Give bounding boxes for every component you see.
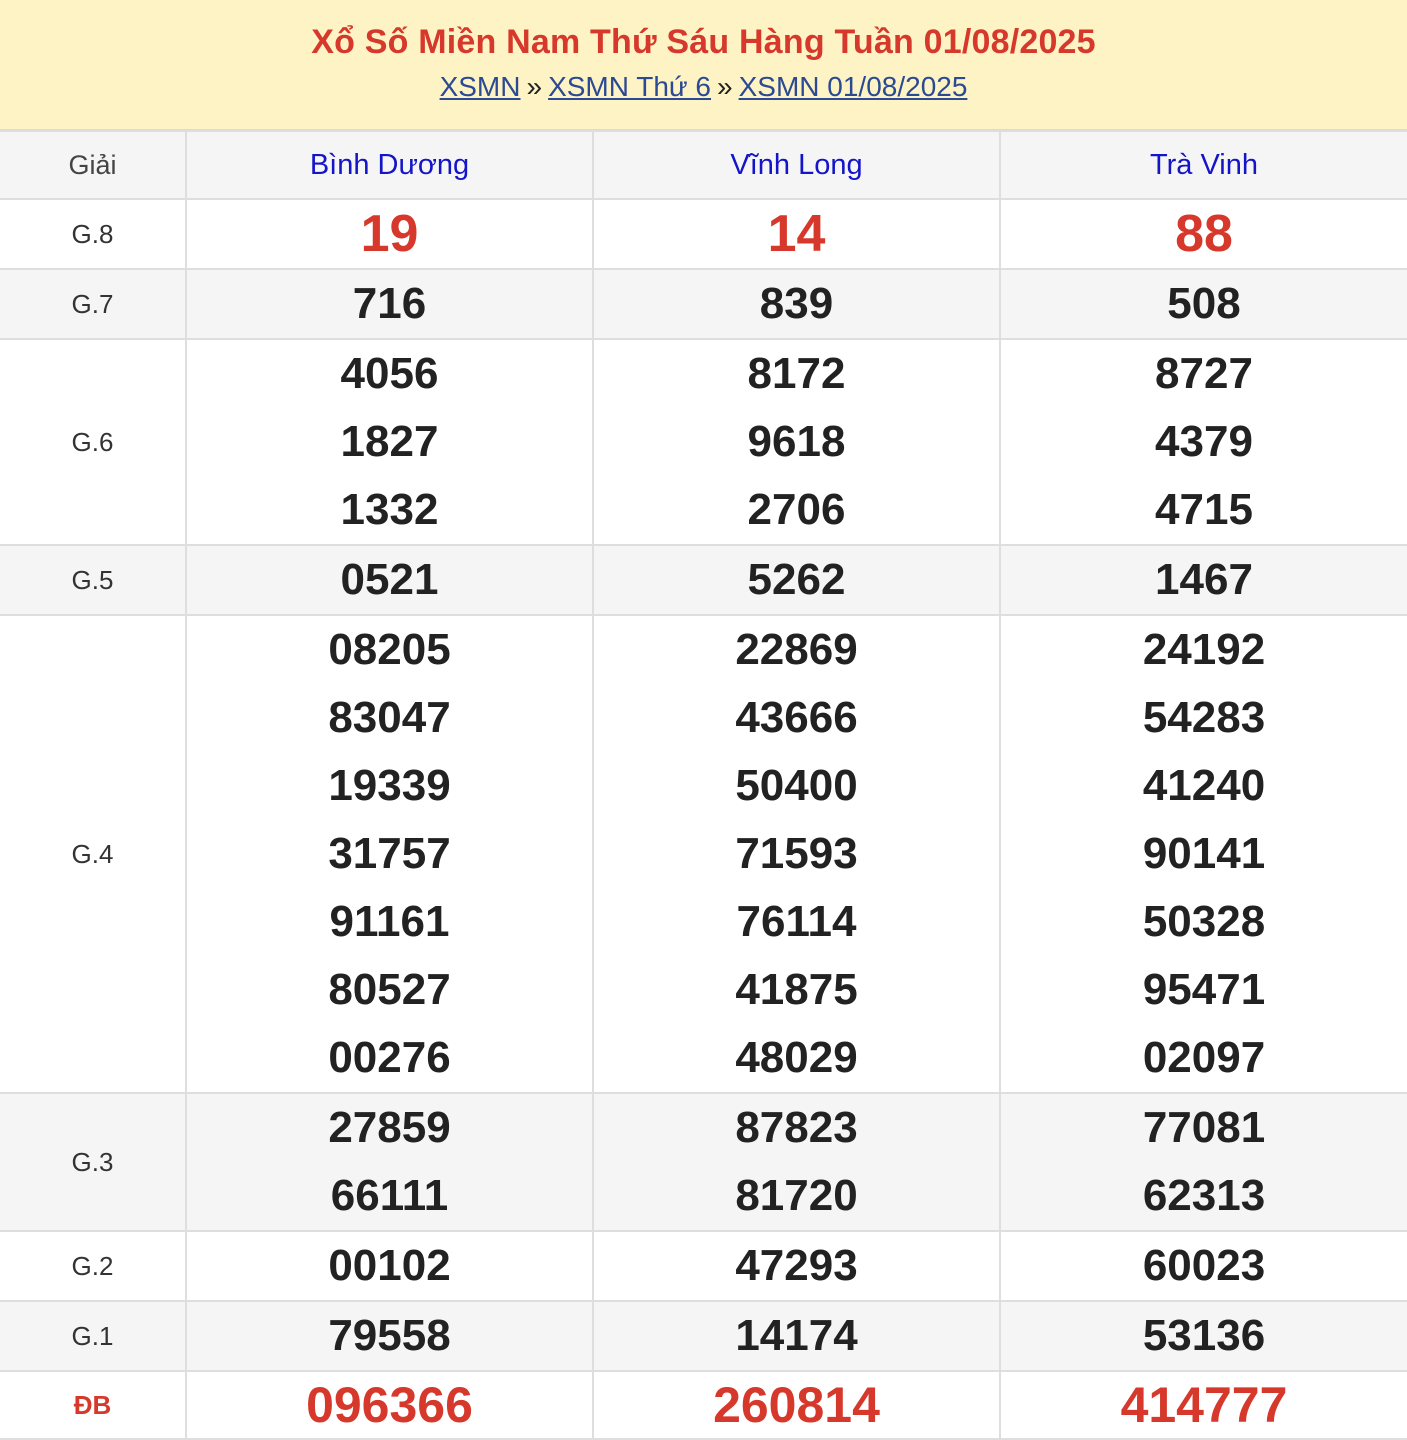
prize-column-header: Giải: [0, 131, 186, 199]
result-cell-tra-vinh: [1000, 1231, 1407, 1301]
winning-number: 81720: [735, 1171, 858, 1220]
winning-number: 83047: [328, 693, 451, 742]
table-header-row: [0, 131, 1407, 199]
prize-row: [0, 1301, 1407, 1371]
winning-number: 91161: [329, 897, 450, 946]
result-cell-vinh-long: [593, 339, 1000, 545]
prize-row: [0, 615, 1407, 1093]
result-cell-vinh-long: [593, 269, 1000, 339]
result-cell-binh-duong: [186, 615, 593, 1093]
result-cell-tra-vinh: [1000, 1371, 1407, 1439]
result-cell-vinh-long: [593, 545, 1000, 615]
result-cell-binh-duong: [186, 1231, 593, 1301]
prize-label: G.1: [0, 1301, 186, 1371]
prize-label: ĐB: [0, 1371, 186, 1439]
winning-number: 1332: [340, 485, 439, 534]
results-body: [0, 199, 1407, 1439]
winning-number: 47293: [735, 1241, 858, 1290]
page-title: Xổ Số Miền Nam Thứ Sáu Hàng Tuần 01/08/2025: [311, 23, 1096, 61]
result-cell-vinh-long: [593, 615, 1000, 1093]
winning-number: 19339: [328, 761, 451, 810]
winning-number: 9618: [747, 417, 846, 466]
result-cell-binh-duong: [186, 269, 593, 339]
winning-number: 88: [1175, 205, 1233, 263]
winning-number: 1467: [1155, 555, 1253, 604]
winning-number: 71593: [735, 829, 858, 878]
winning-number: 41240: [1142, 761, 1266, 810]
winning-number: 00276: [328, 1033, 451, 1082]
winning-number: 5262: [747, 555, 846, 604]
result-cell-tra-vinh: [1000, 545, 1407, 615]
prize-row: [0, 199, 1407, 269]
winning-number: 8172: [747, 349, 846, 398]
winning-number: 508: [1167, 279, 1241, 328]
prize-label: G.8: [0, 199, 186, 269]
breadcrumb-link-xsmn-date[interactable]: XSMN 01/08/2025: [738, 71, 968, 102]
prize-label: G.5: [0, 545, 186, 615]
result-cell-vinh-long: [593, 1301, 1000, 1371]
winning-number: 0521: [340, 555, 439, 604]
prize-row: [0, 269, 1407, 339]
prize-row: [0, 1231, 1407, 1301]
winning-number: 48029: [735, 1033, 858, 1082]
result-cell-tra-vinh: [1000, 615, 1407, 1093]
winning-number: 43666: [735, 693, 858, 742]
winning-number: 79558: [328, 1311, 451, 1360]
winning-number: 50400: [735, 761, 858, 810]
winning-number: 414777: [1120, 1377, 1288, 1433]
winning-number: 4379: [1155, 417, 1253, 466]
winning-number: 2706: [747, 485, 846, 534]
breadcrumb-separator: »: [526, 71, 543, 102]
winning-number: 14174: [735, 1311, 858, 1360]
result-cell-tra-vinh: [1000, 269, 1407, 339]
province-header-binh-duong: Bình Dương: [186, 131, 593, 199]
winning-number: 66111: [330, 1171, 449, 1220]
winning-number: 62313: [1142, 1171, 1266, 1220]
results-table: [0, 130, 1407, 1440]
prize-label: G.2: [0, 1231, 186, 1301]
winning-number: 60023: [1142, 1241, 1266, 1290]
prize-label: G.4: [0, 615, 186, 1093]
breadcrumb-link-xsmn[interactable]: XSMN: [439, 71, 521, 102]
breadcrumb-link-xsmn-thu-6[interactable]: XSMN Thứ 6: [548, 71, 712, 102]
winning-number: 87823: [735, 1103, 858, 1152]
result-cell-tra-vinh: [1000, 1093, 1407, 1231]
result-cell-binh-duong: [186, 339, 593, 545]
result-cell-binh-duong: [186, 199, 593, 269]
prize-row: [0, 1093, 1407, 1231]
winning-number: 08205: [328, 625, 451, 674]
result-cell-binh-duong: [186, 1371, 593, 1439]
result-cell-binh-duong: [186, 1093, 593, 1231]
winning-number: 95471: [1142, 965, 1266, 1014]
province-header-tra-vinh: Trà Vinh: [1000, 131, 1407, 199]
winning-number: 260814: [713, 1377, 880, 1433]
winning-number: 839: [759, 279, 834, 328]
winning-number: 41875: [735, 965, 858, 1014]
winning-number: 4056: [340, 349, 439, 398]
winning-number: 02097: [1142, 1033, 1266, 1082]
winning-number: 22869: [735, 625, 858, 674]
winning-number: 54283: [1142, 693, 1266, 742]
result-cell-vinh-long: [593, 199, 1000, 269]
winning-number: 53136: [1142, 1311, 1266, 1360]
page-header: [0, 0, 1407, 130]
prize-row: [0, 339, 1407, 545]
prize-label: G.3: [0, 1093, 186, 1231]
winning-number: 8727: [1155, 349, 1253, 398]
result-cell-tra-vinh: [1000, 1301, 1407, 1371]
prize-row: [0, 1371, 1407, 1439]
result-cell-vinh-long: [593, 1371, 1000, 1439]
result-cell-vinh-long: [593, 1093, 1000, 1231]
province-header-vinh-long: Vĩnh Long: [593, 131, 1000, 199]
winning-number: 1827: [340, 417, 439, 466]
winning-number: 24192: [1142, 625, 1266, 674]
winning-number: 50328: [1142, 897, 1266, 946]
winning-number: 096366: [306, 1377, 473, 1433]
winning-number: 14: [767, 205, 826, 263]
result-cell-tra-vinh: [1000, 339, 1407, 545]
result-cell-tra-vinh: [1000, 199, 1407, 269]
winning-number: 716: [352, 279, 427, 328]
breadcrumb: [0, 70, 1407, 104]
result-cell-vinh-long: [593, 1231, 1000, 1301]
winning-number: 00102: [328, 1241, 451, 1290]
winning-number: 80527: [328, 965, 451, 1014]
prize-label: G.6: [0, 339, 186, 545]
winning-number: 31757: [328, 829, 451, 878]
prize-label: G.7: [0, 269, 186, 339]
result-cell-binh-duong: [186, 1301, 593, 1371]
winning-number: 27859: [328, 1103, 451, 1152]
winning-number: 76114: [736, 897, 857, 946]
winning-number: 19: [360, 205, 419, 263]
breadcrumb-separator: »: [717, 71, 733, 102]
winning-number: 77081: [1142, 1103, 1266, 1152]
winning-number: 90141: [1142, 829, 1266, 878]
result-cell-binh-duong: [186, 545, 593, 615]
prize-row: [0, 545, 1407, 615]
winning-number: 4715: [1155, 485, 1253, 534]
